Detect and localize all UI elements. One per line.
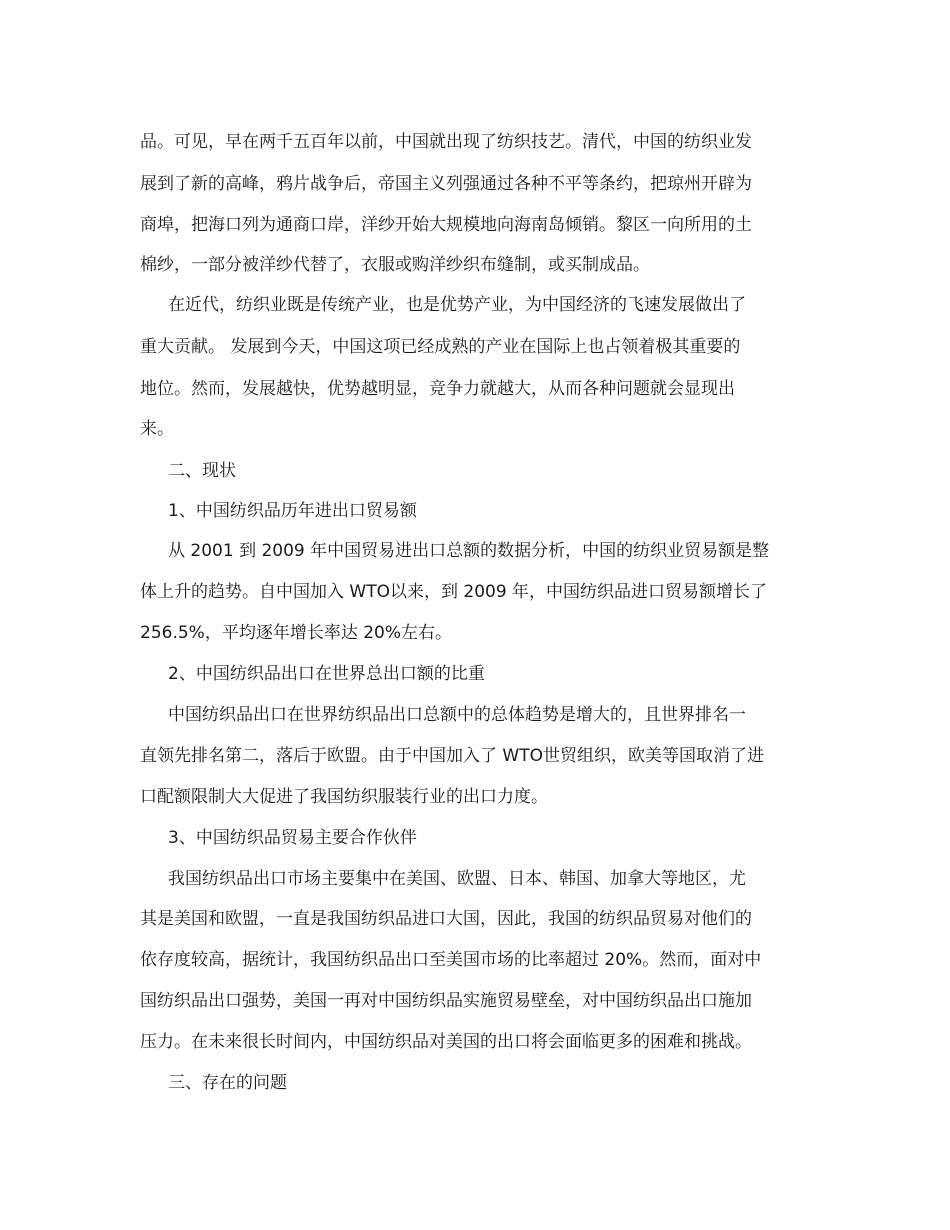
section-heading: 二、现状 bbox=[168, 461, 236, 481]
paragraph-line: 商埠，把海口列为通商口岸，洋纱开始大规模地向海南岛倾销。黎区一向所用的土 bbox=[140, 215, 752, 235]
subsection-heading: 2、中国纺织品出口在世界总出口额的比重 bbox=[168, 664, 485, 684]
subsection-heading: 1、中国纺织品历年进出口贸易额 bbox=[168, 501, 417, 521]
paragraph-line: 重大贡献。 发展到今天，中国这项已经成熟的产业在国际上也占领着极其重要的 bbox=[140, 337, 741, 357]
paragraph-line: 口配额限制大大促进了我国纺织服装行业的出口力度。 bbox=[140, 787, 548, 807]
paragraph-line: 来。 bbox=[140, 419, 174, 439]
paragraph-line: 其是美国和欧盟，一直是我国纺织品进口大国，因此，我国的纺织品贸易对他们的 bbox=[140, 909, 752, 929]
paragraph-line: 压力。在未来很长时间内，中国纺织品对美国的出口将会面临更多的困难和挑战。 bbox=[140, 1032, 752, 1052]
paragraph-line: 棉纱，一部分被洋纱代替了，衣服或购洋纱织布缝制，或买制成品。 bbox=[140, 255, 650, 275]
paragraph-line: 依存度较高，据统计，我国纺织品出口至美国市场的比率超过 20%。然而，面对中 bbox=[140, 950, 762, 970]
section-heading: 三、存在的问题 bbox=[168, 1073, 287, 1093]
paragraph-line: 展到了新的高峰，鸦片战争后，帝国主义列强通过各种不平等条约，把琼州开辟为 bbox=[140, 174, 752, 194]
paragraph-line: 在近代，纺织业既是传统产业，也是优势产业，为中国经济的飞速发展做出了 bbox=[168, 295, 746, 315]
paragraph-line: 我国纺织品出口市场主要集中在美国、欧盟、日本、韩国、加拿大等地区，尤 bbox=[168, 869, 746, 889]
paragraph-line: 从 2001 到 2009 年中国贸易进出口总额的数据分析，中国的纺织业贸易额是整 bbox=[168, 541, 770, 561]
paragraph-line: 地位。然而，发展越快，优势越明显，竞争力就越大，从而各种问题就会显现出 bbox=[140, 379, 735, 399]
paragraph-line: 品。可见，早在两千五百年以前，中国就出现了纺织技艺。清代，中国的纺织业发 bbox=[140, 132, 752, 152]
paragraph-line: 256.5%，平均逐年增长率达 20%左右。 bbox=[140, 623, 453, 643]
paragraph-line: 中国纺织品出口在世界纺织品出口总额中的总体趋势是增大的，且世界排名一 bbox=[168, 705, 746, 725]
subsection-heading: 3、中国纺织品贸易主要合作伙伴 bbox=[168, 828, 417, 848]
paragraph-line: 直领先排名第二，落后于欧盟。由于中国加入了 WTO世贸组织，欧美等国取消了进 bbox=[140, 746, 764, 766]
paragraph-line: 体上升的趋势。自中国加入 WTO以来，到 2009 年，中国纺织品进口贸易额增长了 bbox=[140, 582, 768, 602]
paragraph-line: 国纺织品出口强势，美国一再对中国纺织品实施贸易壁垒，对中国纺织品出口施加 bbox=[140, 991, 752, 1011]
